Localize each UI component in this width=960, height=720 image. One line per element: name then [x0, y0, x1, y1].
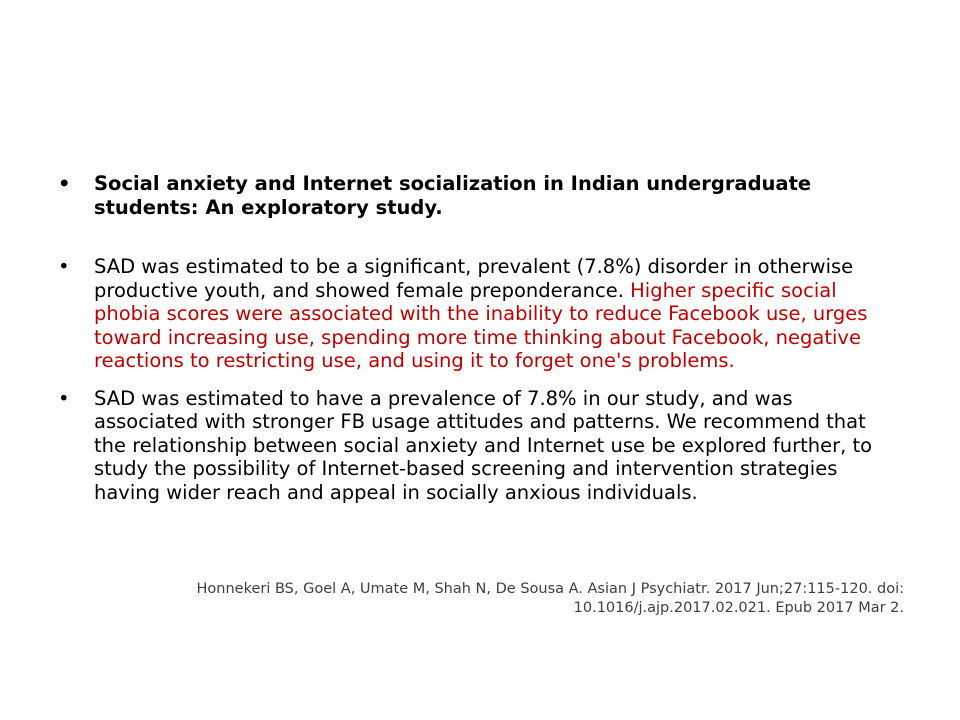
study-title: Social anxiety and Internet socialization in Indian undergraduate students: An exploratory study. — [94, 172, 812, 219]
citation — [44, 580, 904, 618]
bullet-point-icon — [58, 387, 78, 411]
bullet-point-icon — [58, 255, 78, 279]
bullet-item-conclusion — [58, 387, 900, 505]
findings-highlight-text: Higher specific social phobia scores were associated with the inability to reduce Facebook use, urges toward increasing use, spending more time thinking about Facebook, negative reactions to restricting use, and using it to forget one's problems. — [94, 278, 868, 372]
citation-line-2: 10.1016/j.ajp.2017.02.021. Epub 2017 Mar 2. — [573, 600, 904, 616]
citation-line-1: Honnekeri BS, Goel A, Umate M, Shah N, De Sousa A. Asian J Psychiatr. 2017 Jun;27:115-120. doi: — [196, 581, 904, 597]
findings-text: SAD was estimated to be a significant, prevalent (7.8%) disorder in otherwise productive youth, and showed female preponderance. — [94, 255, 854, 302]
bullet-item-title — [58, 172, 900, 219]
bullet-item-findings — [58, 255, 900, 373]
conclusion-text: SAD was estimated to have a prevalence of 7.8% in our study, and was associated with stronger FB usage attitudes and patterns. We recommend that the relationship between social anxiety and Internet use be explored further, to study the possibility of Internet-based screening and intervention strategies having wider reach and appeal in socially anxious individuals. — [94, 386, 873, 504]
bullet-point-icon — [58, 172, 78, 196]
bullet-list — [58, 172, 900, 504]
